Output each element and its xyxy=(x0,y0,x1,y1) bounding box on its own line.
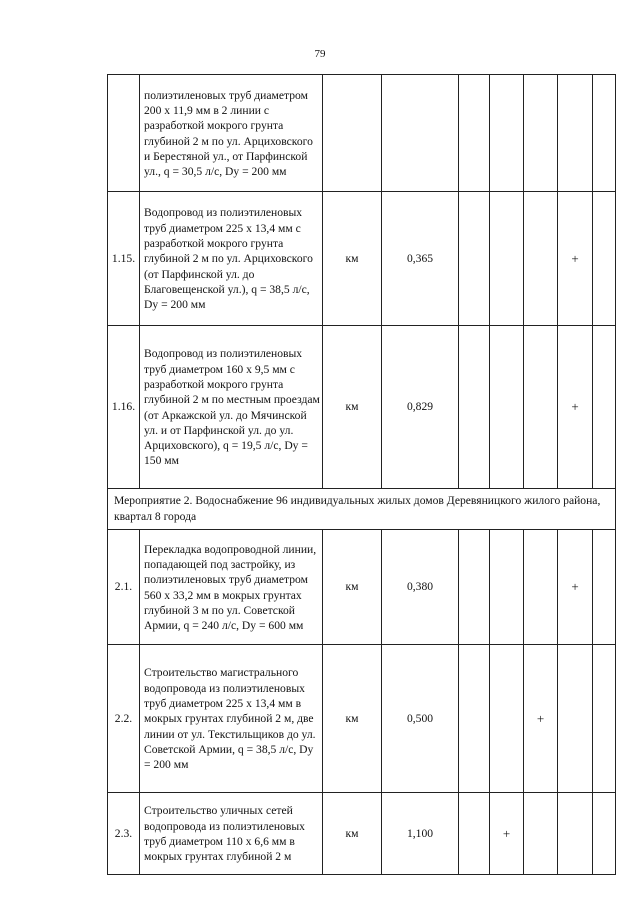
row-quantity: 0,365 xyxy=(382,192,459,326)
row-mark xyxy=(593,192,616,326)
row-mark xyxy=(524,192,558,326)
row-mark xyxy=(490,192,524,326)
row-unit xyxy=(323,75,382,192)
row-mark xyxy=(593,645,616,793)
row-mark xyxy=(593,326,616,489)
row-quantity: 0,829 xyxy=(382,326,459,489)
table-row xyxy=(108,326,616,489)
row-description: Перекладка водопроводной линии, попадающей под застройку, из полиэтиленовых труб диаметром 560 х 33,2 мм в мокрых грунтах глубиной 3 м по ул. Советской Армии, q = 240 л/с, Dy = 600 мм xyxy=(140,530,323,645)
row-mark xyxy=(524,793,558,875)
table-row xyxy=(108,530,616,645)
row-mark xyxy=(490,326,524,489)
row-mark: + xyxy=(558,192,593,326)
row-quantity: 0,380 xyxy=(382,530,459,645)
measures-table xyxy=(107,74,616,875)
row-mark xyxy=(524,326,558,489)
row-mark xyxy=(459,326,490,489)
row-number xyxy=(108,75,140,192)
table-row xyxy=(108,645,616,793)
row-mark: + xyxy=(558,530,593,645)
row-unit: км xyxy=(323,645,382,793)
row-unit: км xyxy=(323,793,382,875)
row-mark: + xyxy=(558,326,593,489)
table-row xyxy=(108,793,616,875)
row-mark xyxy=(490,645,524,793)
row-number: 2.3. xyxy=(108,793,140,875)
section-heading: Мероприятие 2. Водоснабжение 96 индивидуальных жилых домов Деревяницкого жилого района, квартал 8 города xyxy=(108,489,616,530)
row-description: Строительство уличных сетей водопровода из полиэтиленовых труб диаметром 110 х 6,6 мм в мокрых грунтах глубиной 2 м xyxy=(140,793,323,875)
row-mark xyxy=(459,530,490,645)
row-number: 1.16. xyxy=(108,326,140,489)
row-unit: км xyxy=(323,192,382,326)
row-mark xyxy=(558,793,593,875)
row-mark: + xyxy=(524,645,558,793)
row-unit: км xyxy=(323,530,382,645)
row-mark xyxy=(593,530,616,645)
row-description: Водопровод из полиэтиленовых труб диаметром 160 х 9,5 мм с разработкой мокрого грунта глубиной 2 м по местным проездам (от Аркажской ул. до Мячинской ул. и от Парфинской ул. до ул. Арциховского), q = 19,5 л/с, Dy = 150 мм xyxy=(140,326,323,489)
row-unit: км xyxy=(323,326,382,489)
table-row xyxy=(108,75,616,192)
section-row xyxy=(108,489,616,530)
row-quantity xyxy=(382,75,459,192)
row-description: Водопровод из полиэтиленовых труб диаметром 225 х 13,4 мм с разработкой мокрого грунта глубиной 2 м по ул. Арциховского (от Парфинской ул. до Благовещенской ул.), q = 38,5 л/с, Dy = 200 мм xyxy=(140,192,323,326)
row-mark xyxy=(459,75,490,192)
table-row xyxy=(108,192,616,326)
row-mark xyxy=(558,645,593,793)
row-mark xyxy=(459,645,490,793)
page-number: 79 xyxy=(314,48,326,60)
row-description: Строительство магистрального водопровода из полиэтиленовых труб диаметром 225 х 13,4 мм в мокрых грунтах глубиной 2 м, две линии от ул. Текстильщиков до ул. Советской Армии, q = 38,5 л/с, Dy = 200 мм xyxy=(140,645,323,793)
row-mark xyxy=(524,530,558,645)
row-number: 2.1. xyxy=(108,530,140,645)
row-mark xyxy=(558,75,593,192)
row-mark xyxy=(593,75,616,192)
row-mark: + xyxy=(490,793,524,875)
row-number: 1.15. xyxy=(108,192,140,326)
row-number: 2.2. xyxy=(108,645,140,793)
row-mark xyxy=(490,530,524,645)
row-quantity: 1,100 xyxy=(382,793,459,875)
row-mark xyxy=(593,793,616,875)
row-mark xyxy=(459,192,490,326)
row-description: полиэтиленовых труб диаметром 200 х 11,9 мм в 2 линии с разработкой мокрого грунта глубиной 2 м по ул. Арциховского и Берестяной ул., от Парфинской ул., q = 30,5 л/с, Dy = 200 мм xyxy=(140,75,323,192)
row-mark xyxy=(459,793,490,875)
row-mark xyxy=(524,75,558,192)
row-mark xyxy=(490,75,524,192)
row-quantity: 0,500 xyxy=(382,645,459,793)
